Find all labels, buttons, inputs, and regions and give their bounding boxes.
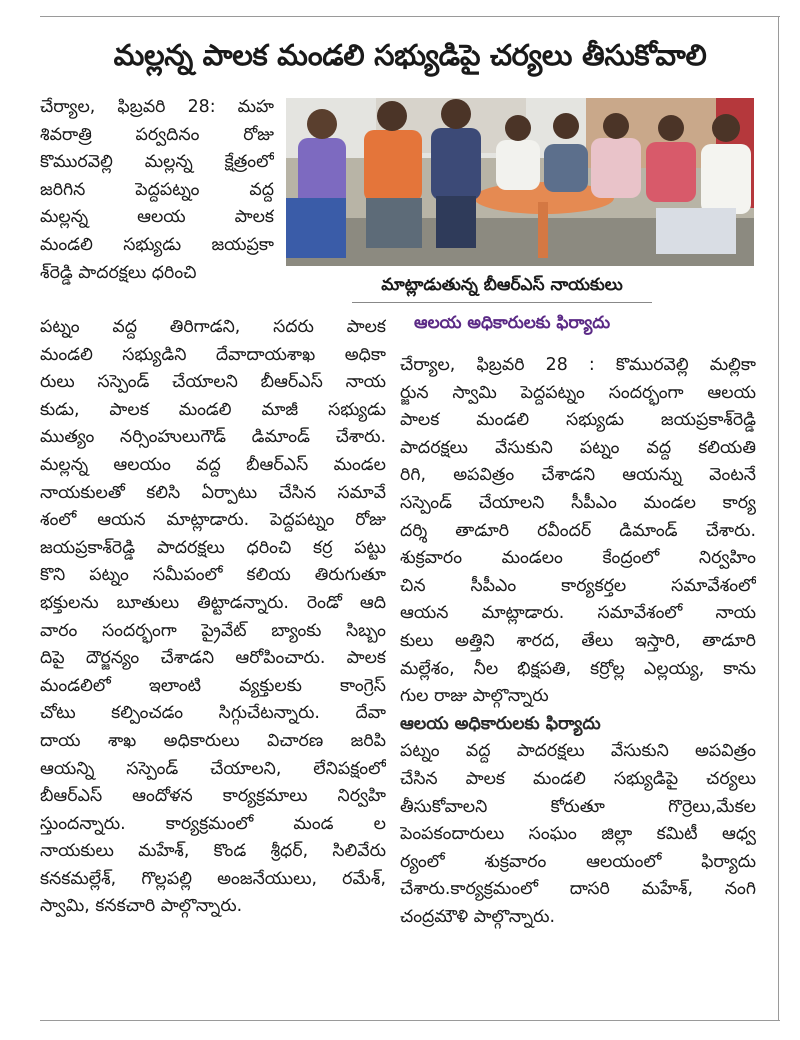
text-line: పట్నం వద్ద పాదరక్షలు వేసుకుని అపవిత్రం: [400, 741, 756, 762]
text-line: పాలక మండలి సభ్యుడు జయప్రకాశ్‌రెడ్డి: [400, 410, 756, 431]
text-line: చేర్యాల, ఫిబ్రవరి 28: మహ: [40, 97, 274, 117]
text-line: దర్శి తాడూరి రవీందర్ డిమాండ్ చేశారు.: [400, 520, 756, 541]
left-column-body-text: [40, 314, 386, 921]
text-line: మండలి సభ్యుడు జయప్రకా: [40, 234, 274, 255]
text-line: కుడు, పాలక మండలి మాజీ సభ్యుడు: [40, 399, 386, 420]
text-line: భక్తులను బూతులు తిట్టాడన్నారు. రెండో ఆది: [40, 592, 386, 613]
text-line: దాయ శాఖ అధికారులు విచారణ జరిపి: [40, 730, 386, 751]
right-para-2: [400, 738, 756, 931]
bottom-rule: [40, 1020, 780, 1021]
text-line: పాదరక్షలు వేసుకుని పట్నం వద్ద కలియతి: [400, 437, 756, 458]
text-line: శంలో ఆయన మాట్లాడారు. పెద్దపట్నం రోజు: [40, 510, 386, 531]
text-line: మల్లన్న ఆలయ పాలక: [40, 207, 274, 228]
text-line: చేర్యాల, ఫిబ్రవరి 28 : కొమురవెల్లి మల్లికా: [400, 355, 756, 375]
text-line: తీసుకోవాలని కోరుతూ గొర్రెలు,మేకల: [400, 796, 756, 817]
top-rule: [40, 16, 780, 17]
text-line: ర్యంలో శుక్రవారం ఆలయంలో ఫిర్యాదు: [400, 851, 756, 872]
text-line: వారం సందర్భంగా ప్రైవేట్ బ్యాంకు సిబ్బం: [40, 620, 386, 641]
text-line: మల్లేశం, నీల భిక్షపతి, కర్రోల్ల ఎల్లయ్య, కాను: [400, 658, 756, 679]
text-line: పెంపకందారులు సంఘం జిల్లా కమిటీ ఆధ్వ: [400, 824, 756, 845]
news-photo: [286, 98, 754, 266]
text-line: కులు అత్తిని శారద, తేలు ఇస్తారి, తాడూరి: [400, 630, 756, 651]
subheading-complaint-1: ఆలయ అధికారులకు ఫిర్యాదు: [414, 313, 611, 333]
text-line: మండలి సభ్యుడిని దేవాదాయశాఖ అధికా: [40, 344, 386, 365]
text-line: రిగి, అపవిత్రం చేశాడని ఆయన్ను వెంటనే: [400, 465, 756, 486]
text-line: నాయకులు మహేశ్, కొండ శ్రీధర్, సిలివేరు: [40, 841, 386, 862]
text-line: పట్నం వద్ద తిరిగాడని, సదరు పాలక: [40, 317, 386, 337]
subheading-complaint-2: ఆలయ అధికారులకు ఫిర్యాదు: [400, 713, 601, 734]
right-column-rule: [778, 16, 779, 1020]
text-line: చిన సీపీఎం కార్యకర్తల సమావేశంలో: [400, 575, 756, 596]
text-line: ఆయన్ని సస్పెండ్ చేయాలని, లేనిపక్షంలో: [40, 758, 386, 779]
text-line: శుక్రవారం మండలం కేంద్రంలో నిర్వహిం: [400, 548, 756, 569]
text-line: సస్పెండ్ చేయాలని సీపీఎం మండల కార్య: [400, 492, 756, 513]
text-line: చేసిన పాలక మండలి సభ్యుడిపై చర్యలు: [400, 768, 756, 789]
text-line: ఆయన మాట్లాడారు. సమావేశంలో నాయ: [400, 603, 756, 624]
right-para-1: [400, 352, 756, 711]
text-line: చోటు కల్పించడం సిగ్గుచేటన్నారు. దేవా: [40, 703, 386, 724]
text-line: మల్లన్న ఆలయం వద్ద బీఆర్ఎస్ మండల: [40, 454, 386, 475]
text-line: జయప్రకాశ్‌రెడ్డి పాదరక్షలు ధరించి కర్ర పట్టు: [40, 537, 386, 558]
photo-caption: మాట్లాడుతున్న బీఆర్ఎస్ నాయకులు: [352, 268, 652, 303]
headline: మల్లన్న పాలక మండలి సభ్యుడిపై చర్యలు తీసుకోవాలి: [113, 38, 707, 72]
text-line: నాయకులతో కలిసి ఏర్పాటు చేసిన సమావే: [40, 482, 386, 503]
text-line: గుల రాజు పాల్గొన్నారు: [400, 686, 549, 707]
text-line: చేశారు.కార్యక్రమంలో దాసరి మహేశ్, నంగి: [400, 879, 756, 900]
right-column-text: [400, 352, 756, 931]
text-line: ముత్యం నర్సింహులుగౌడ్ డిమాండ్ చేశారు.: [40, 427, 386, 448]
text-line: బీఆర్ఎస్ ఆందోళన కార్యక్రమాలు నిర్వహి: [40, 786, 386, 807]
text-line: చంద్రమౌళి పాల్గొన్నారు.: [400, 906, 556, 927]
text-line: జరిగిన పెద్దపట్నం వద్ద: [40, 179, 274, 200]
text-line: కొమురవెల్లి మల్లన్న క్షేత్రంలో: [40, 152, 274, 173]
text-line: కొని పట్నం సమీపంలో కలియ తిరుగుతూ: [40, 565, 386, 586]
text-line: దిపై దౌర్జన్యం చేశాడని ఆరోపించారు. పాలక: [40, 648, 386, 669]
text-line: కనకమల్లేశ్, గొల్లపల్లి అంజనేయులు, రమేశ్,: [40, 868, 386, 889]
text-line: శ్‌రెడ్డి పాదరక్షలు ధరించి: [40, 262, 197, 283]
text-line: స్తుందన్నారు. కార్యక్రమంలో మండ ల: [40, 813, 386, 834]
text-line: స్వామి, కనకచారి పాల్గొన్నారు.: [40, 896, 243, 917]
text-line: రులు సస్పెండ్ చేయాలని బీఆర్ఎస్ నాయ: [40, 372, 386, 393]
text-line: మండలిలో ఇలాంటి వ్యక్తులకు కాంగ్రెస్: [40, 675, 386, 696]
left-column-top-text: [40, 94, 274, 287]
text-line: శివరాత్రి పర్వదినం రోజు: [40, 124, 274, 145]
text-line: ర్జున స్వామి పెద్దపట్నం సందర్భంగా ఆలయ: [400, 382, 756, 403]
